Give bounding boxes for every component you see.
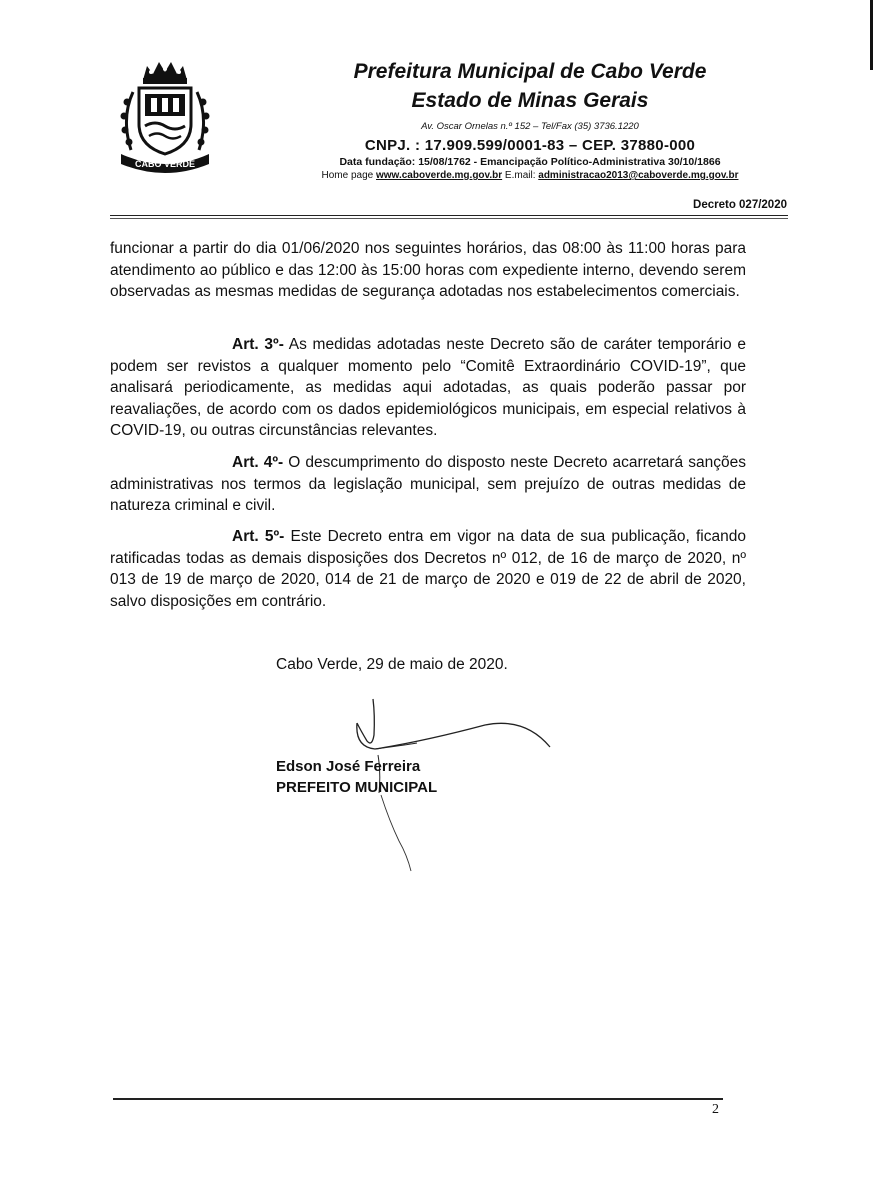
paragraph-continuation: funcionar a partir do dia 01/06/2020 nos seguintes horários, das 08:00 às 11:00 horas para atendimento ao público e das 12:00 às 15:00 horas com expediente interno, devendo serem observadas as mesmas medidas de segurança adotadas nos estabelecimentos comerciais. <box>110 240 746 300</box>
org-cnpj: CNPJ. : 17.909.599/0001-83 – CEP. 37880-000 <box>364 137 696 154</box>
header-divider <box>110 215 788 216</box>
article-5 <box>110 526 746 612</box>
article-3 <box>110 334 746 442</box>
article-3-text: As medidas adotadas neste Decreto são de caráter temporário e podem ser revistos a qualquer momento pelo “Comitê Extraordinário COVID-19”, que analisará periodicamente, as medidas aqui adotadas, as quais poderão passar por reavaliações, de acordo com os dados epidemiológicos municipais, em especial relativos à COVID-19, ou outras circunstâncias relevantes. <box>110 336 746 439</box>
footer-divider <box>113 1098 723 1100</box>
homepage-label: Home page <box>321 170 374 181</box>
homepage-link[interactable]: www.caboverde.mg.gov.br <box>376 170 503 181</box>
place-and-date: Cabo Verde, 29 de maio de 2020. <box>276 656 508 673</box>
municipal-crest-icon <box>115 58 215 176</box>
org-address: Av. Oscar Ornelas n.º 152 – Tel/Fax (35) 3736.1220 <box>421 121 639 132</box>
letterhead <box>230 58 830 183</box>
signer-name: Edson José Ferreira <box>276 758 421 775</box>
page-number: 2 <box>712 1102 719 1117</box>
email-link[interactable]: administracao2013@caboverde.mg.gov.br <box>538 170 739 181</box>
org-state: Estado de Minas Gerais <box>411 89 649 112</box>
article-4-label: Art. 4º- <box>232 454 284 471</box>
article-4-text: O descumprimento do disposto neste Decreto acarretará sanções administrativas nos termos da legislação municipal, sem prejuízo de outras medidas de natureza criminal e civil. <box>110 454 746 514</box>
article-4 <box>110 452 746 517</box>
decree-number: Decreto 027/2020 <box>693 199 787 211</box>
article-5-label: Art. 5º- <box>232 528 285 545</box>
org-foundation: Data fundação: 15/08/1762 - Emancipação Político-Administrativa 30/10/1866 <box>339 156 721 168</box>
article-5-text: Este Decreto entra em vigor na data de sua publicação, ficando ratificadas todas as demais disposições dos Decretos nº 012, de 16 de março de 2020, nº 013 de 19 de março de 2020, 014 de 21 de março de 2020 e 019 de 22 de abril de 2020, salvo disposições em contrário. <box>110 528 746 610</box>
article-3-label: Art. 3º- <box>232 336 284 353</box>
org-contact <box>230 169 830 183</box>
org-title: Prefeitura Municipal de Cabo Verde <box>353 60 707 83</box>
signer-role: PREFEITO MUNICIPAL <box>276 779 438 796</box>
crest-ribbon-text: CABO VERDE <box>134 159 196 169</box>
header-divider-secondary <box>110 218 788 219</box>
email-label: E.mail: <box>504 170 536 181</box>
